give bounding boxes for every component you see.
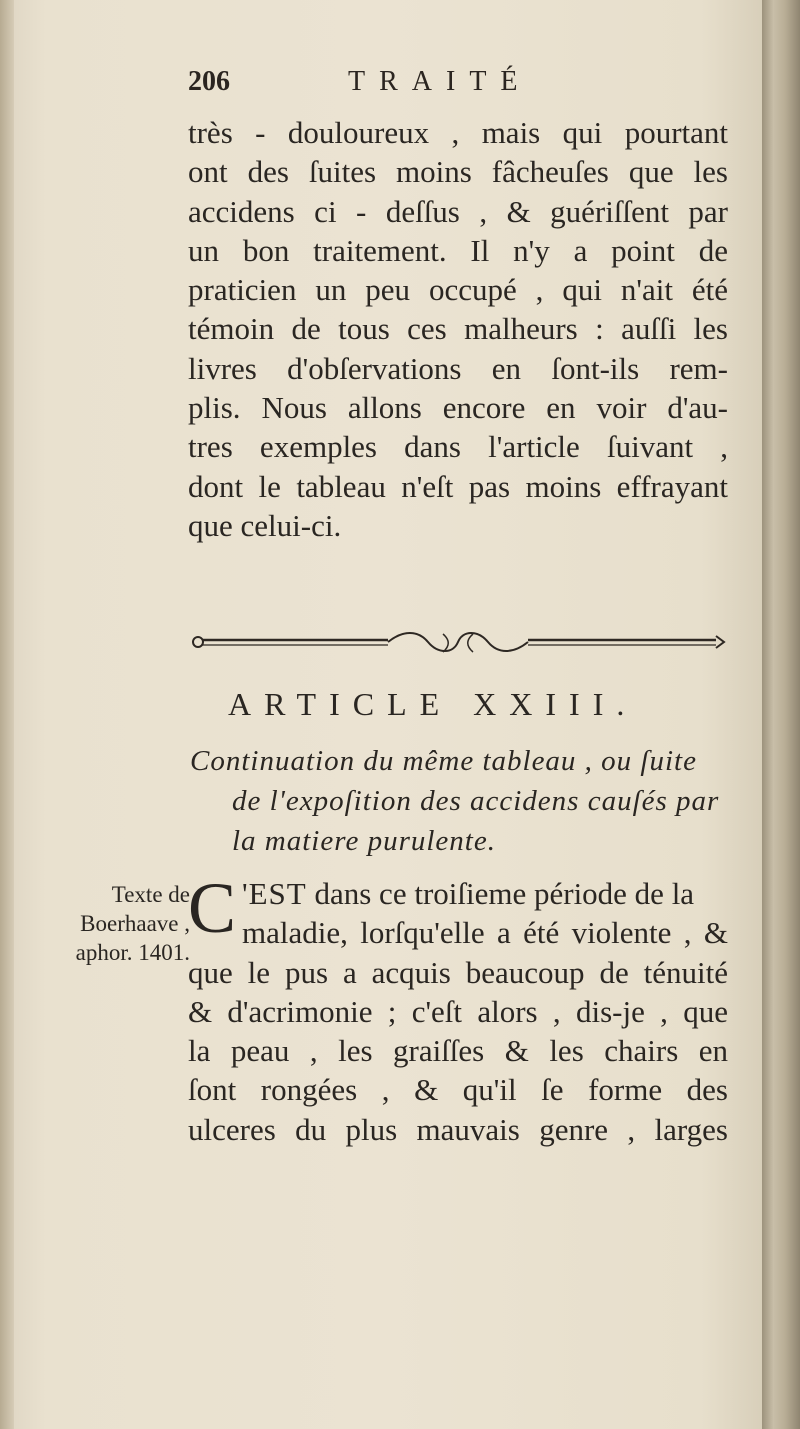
small-caps-word: 'EST [242,876,307,911]
first-line-text: dans ce troiſieme période de la [306,876,695,911]
page-number: 206 [188,66,230,97]
subtitle-line: la matiere purulente. [232,825,496,857]
text-line: livres d'obſervations en ſont-ils rem- [188,350,728,386]
margin-note-line: Boerhaave , [80,911,190,936]
text-line: la peau , les graiſſes & les chairs en [188,1033,728,1069]
text-line: ſont rongées , & qu'il ſe forme des [188,1072,728,1108]
text-line: plis. Nous allons encore en voir d'au- [188,390,728,426]
page-header [188,62,728,102]
margin-note-line: aphor. 1401. [75,940,190,965]
text-line: que celui-ci. [188,507,342,543]
running-head: TRAITÉ [348,66,532,97]
text-line: maladie, lorſqu'elle a été violente , & [242,915,728,951]
text-block-1 [188,113,728,545]
text-line: tres exemples dans l'article ſuivant , [188,429,728,465]
article-subtitle [190,741,730,861]
margin-note [40,880,190,967]
text-line: praticien un peu occupé , qui n'ait été [188,272,728,308]
text-line: un bon traitement. Il n'y a point de [188,232,728,268]
text-line: accidens ci - deſſus , & guériſſent par [188,193,728,229]
drop-cap: C [188,868,237,948]
subtitle-line: Continuation du même tableau , ou ſuite [190,745,697,777]
text-line: ont des ſuites moins fâcheuſes que les [188,154,728,190]
page-gutter-left [0,0,14,1429]
text-line: que le pus a acquis beaucoup de ténuité [188,954,728,990]
text-line: très - douloureux , mais qui pourtant [188,115,728,150]
text-line: témoin de tous ces malheurs : auſſi les [188,311,728,347]
text-line: dont le tableau n'eſt pas moins effrayant [188,468,728,504]
article-title: ARTICLE XXIII. [228,686,638,722]
ornamental-divider [188,630,728,656]
text-line: ulceres du plus mauvais genre , larges [188,1111,728,1147]
page-edge-right [762,0,800,1429]
subtitle-line: de l'expoſition des accidens cauſés par [232,785,720,817]
text-line: & d'acrimonie ; c'eſt alors , dis-je , que [188,993,728,1029]
text-block-2 [188,868,728,1149]
margin-note-line: Texte de [111,882,190,907]
